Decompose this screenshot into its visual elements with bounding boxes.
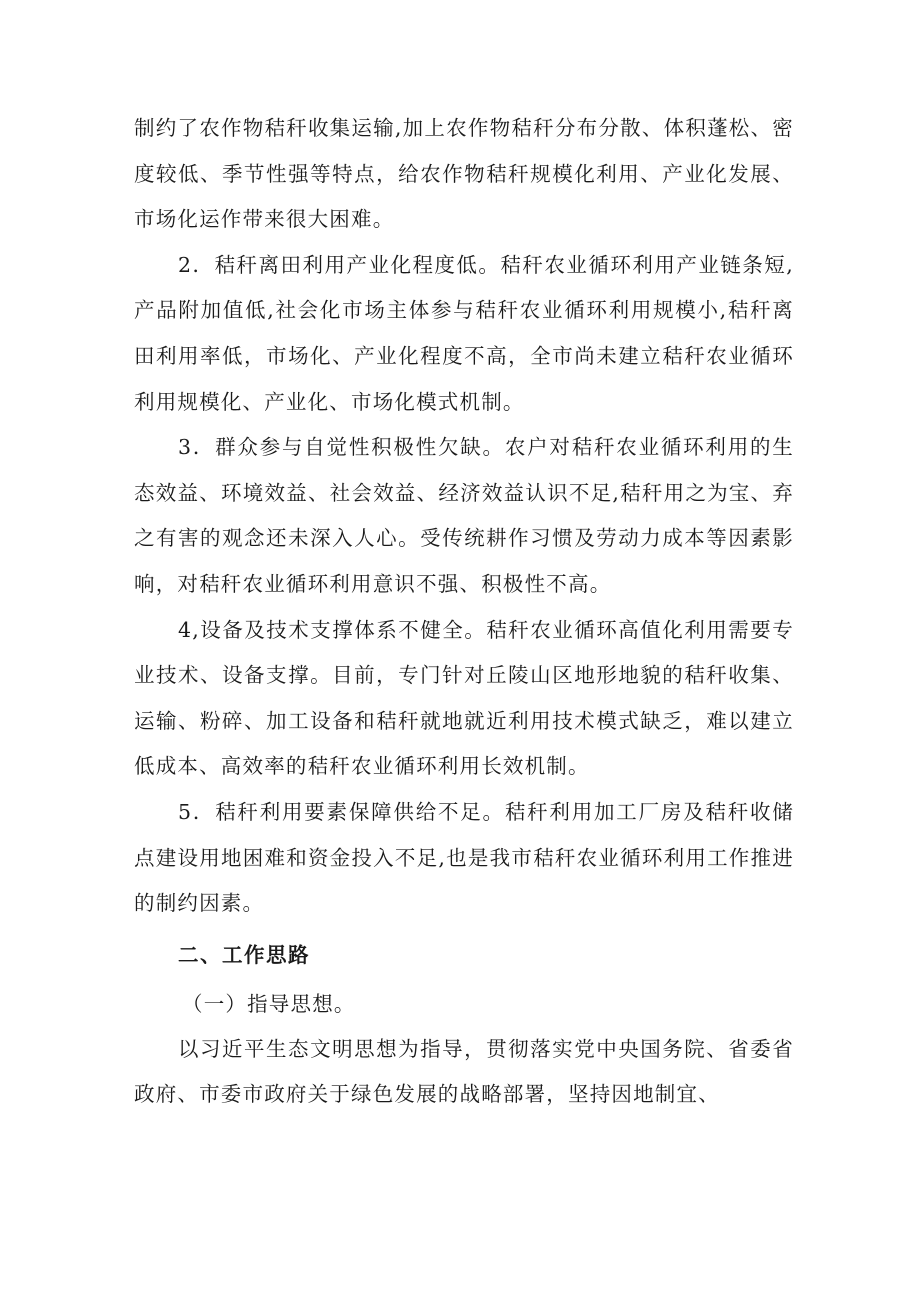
subsection-heading: （一）指导思想。 bbox=[182, 991, 356, 1016]
document-body bbox=[134, 106, 794, 1118]
section-heading: 二、工作思路 bbox=[178, 942, 310, 967]
paragraph-continuation: 制约了农作物秸秆收集运输,加上农作物秸秆分布分散、体积蓬松、密度较低、季节性强等特点，给农作物秸秆规模化利用、产业化发展、市场化运作带来很大困难。 bbox=[134, 116, 794, 232]
paragraph-guiding-ideology: 以习近平生态文明思想为指导，贯彻落实党中央国务院、省委省政府、市委市政府关于绿色发展的战略部署，坚持因地制宜、 bbox=[134, 1036, 794, 1107]
paragraph-item-3: 3．群众参与自觉性积极性欠缺。农户对秸秆农业循环利用的生态效益、环境效益、社会效益、经济效益认识不足,秸秆用之为宝、弃之有害的观念还未深入人心。受传统耕作习惯及劳动力成本等因素影响，对秸秆农业循环利用意识不强、积极性不高。 bbox=[134, 435, 794, 596]
paragraph-item-4: 4,设备及技术支撑体系不健全。秸秆农业循环高值化利用需要专业技术、设备支撑。目前，专门针对丘陵山区地形地貌的秸秆收集、运输、粉碎、加工设备和秸秆就地就近利用技术模式缺乏，难以建立低成本、高效率的秸秆农业循环利用长效机制。 bbox=[134, 617, 794, 779]
paragraph-item-2: 2．秸秆离田利用产业化程度低。秸秆农业循环利用产业链条短,产品附加值低,社会化市场主体参与秸秆农业循环利用规模小,秸秆离田利用率低，市场化、产业化程度不高，全市尚未建立秸秆农业循环利用规模化、产业化、市场化模式机制。 bbox=[134, 252, 794, 414]
paragraph-item-5: 5．秸秆利用要素保障供给不足。秸秆利用加工厂房及秸秆收储点建设用地困难和资金投入不足,也是我市秸秆农业循环利用工作推进的制约因素。 bbox=[134, 799, 794, 916]
